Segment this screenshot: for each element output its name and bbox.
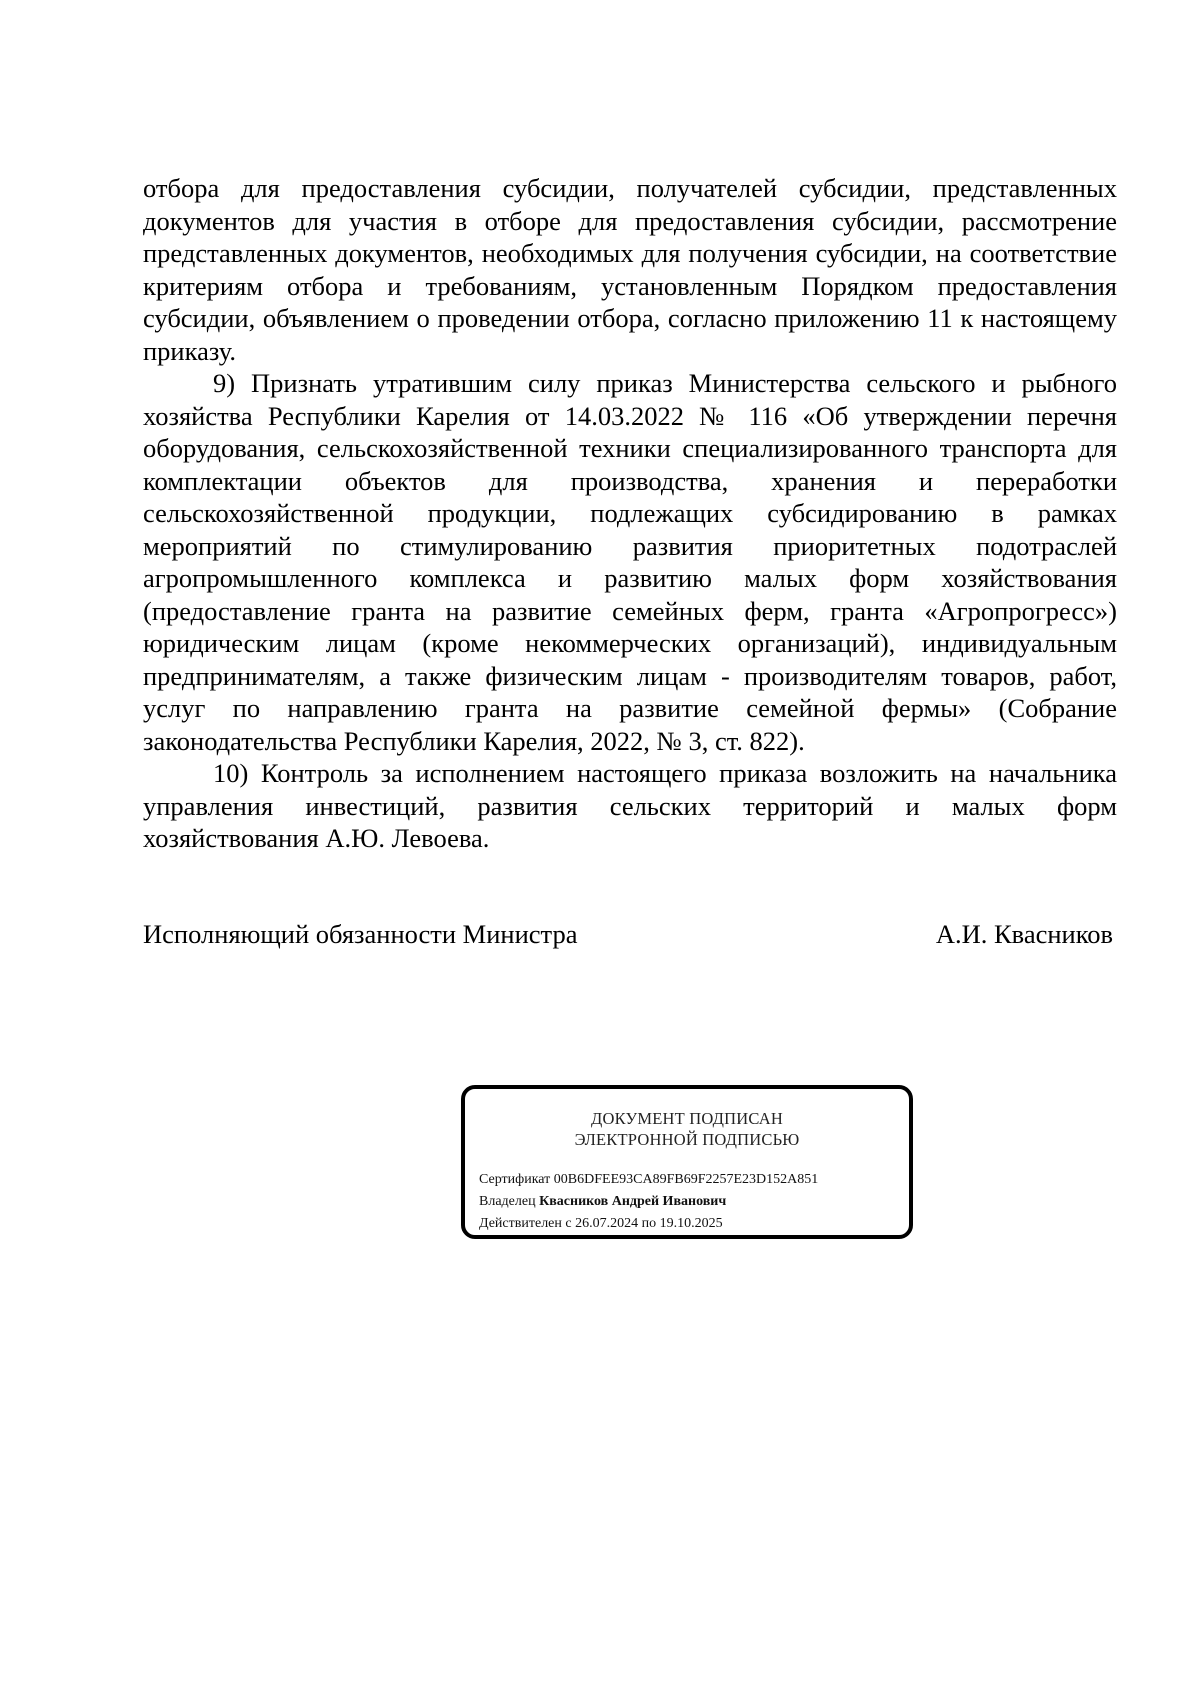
- valid-to-prefix: по: [641, 1216, 657, 1231]
- signatory-position: Исполняющий обязанности Министра: [143, 919, 578, 949]
- stamp-certificate-line: [479, 1169, 909, 1191]
- valid-from-prefix: с: [565, 1216, 572, 1231]
- paragraph-item-9: 9) Признать утратившим силу приказ Министерства сельского и рыбного хозяйства Республики Карелия от 14.03.2022 № 116 «Об утверждении перечня оборудования, сельскохозяйственной техники специализированного транспорта для комплектации объектов для производства, хранения и переработки сельскохозяйственной продукции, подлежащих субсидированию в рамках мероприятий по стимулированию развития приоритетных подотраслей агропромышленного комплекса и развитию малых форм хозяйствования (предоставление гранта на развитие семейных ферм, гранта «Агропрогресс») юридическим лицам (кроме некоммерческих организаций), индивидуальным предпринимателям, а также физическим лицам - производителям товаров, работ, услуг по направлению гранта на развитие семейной фермы» (Собрание законодательства Республики Карелия, 2022, № 3, ст. 822).: [143, 368, 1117, 756]
- certificate-label: Сертификат: [479, 1172, 551, 1187]
- valid-from-date: 26.07.2024: [575, 1216, 639, 1231]
- stamp-validity-line: [479, 1213, 909, 1235]
- owner-value: Квасников Андрей Иванович: [539, 1194, 727, 1209]
- paragraph-item-10: 10) Контроль за исполнением настоящего приказа возложить на начальника управления инвестиций, развития сельских территорий и малых форм хозяйствования А.Ю. Левоева.: [143, 758, 1117, 853]
- signature-block: [143, 918, 1113, 950]
- valid-label: Действителен: [479, 1216, 562, 1231]
- paragraph-continuation: отбора для предоставления субсидии, получателей субсидии, представленных документов для участия в отборе для предоставления субсидии, рассмотрение представленных документов, необходимых для получения субсидии, на соответствие критериям отбора и требованиям, установленным Порядком предоставления субсидии, объявлением о проведении отбора, согласно приложению 11 к настоящему приказу.: [143, 173, 1117, 366]
- valid-to-date: 19.10.2025: [659, 1216, 723, 1231]
- document-body: [143, 172, 1117, 855]
- stamp-title-line-2: ЭЛЕКТРОННОЙ ПОДПИСЬЮ: [574, 1130, 800, 1149]
- certificate-value: 00B6DFEE93CA89FB69F2257E23D152A851: [553, 1172, 819, 1187]
- owner-label: Владелец: [479, 1194, 536, 1209]
- electronic-signature-stamp: [461, 1085, 913, 1239]
- stamp-owner-line: [479, 1191, 909, 1213]
- stamp-details: [479, 1169, 909, 1235]
- signatory-name: А.И. Квасников: [935, 919, 1113, 949]
- stamp-title-line-1: ДОКУМЕНТ ПОДПИСАН: [591, 1109, 783, 1128]
- stamp-title: [465, 1108, 909, 1150]
